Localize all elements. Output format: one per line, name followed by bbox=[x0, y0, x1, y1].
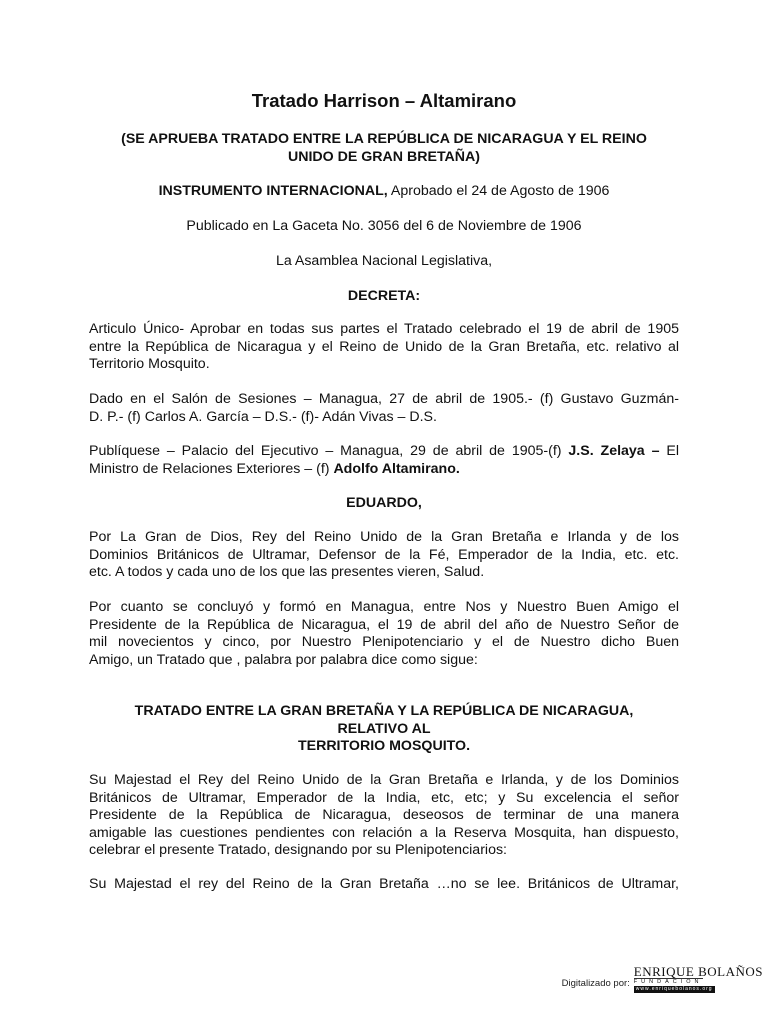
paragraph-line: etc. A todos y cada uno de los que las presentes vieren, Salud. bbox=[89, 564, 485, 580]
paragraph-line: Articulo Único- Aprobar en todas sus partes el Tratado celebrado el 19 de abril de 1905 bbox=[89, 321, 679, 337]
paragraph-line: Por cuanto se concluyó y formó en Managua, entre Nos y Nuestro Buen Amigo el bbox=[89, 599, 679, 615]
paragraph-line: amigable las cuestiones pendientes con relación a la Reserva Mosquita, han dispuesto, bbox=[89, 824, 679, 841]
paragraph-line: mil novecientos y cinco, por Nuestro Plenipotenciario y el de Nuestro dicho Buen bbox=[89, 634, 679, 650]
tratado-heading-line: TERRITORIO MOSQUITO. bbox=[297, 738, 471, 754]
paragraph-line: Su Majestad el Rey del Reino Unido de la Gran Bretaña e Irlanda, y de los Dominios bbox=[89, 772, 679, 788]
tratado-heading bbox=[89, 703, 679, 756]
paragraph-line: D. P.- (f) Carlos A. García – D.S.- (f)- Adán Vivas – D.S. bbox=[89, 408, 437, 425]
publiquese-text: Publíquese – Palacio del Ejecutivo – Managua, 29 de abril de 1905-(f) bbox=[89, 443, 569, 459]
paragraph-line bbox=[89, 461, 679, 479]
paragraph-line: Dado en el Salón de Sesiones – Managua, 27 de abril de 1905.- (f) Gustavo Guzmán- bbox=[89, 391, 679, 407]
paragraph-line: Dominios Británicos de Ultramar, Defensor de la Fé, Emperador de la India, etc. etc. bbox=[89, 546, 679, 563]
logo-url: www.enriquebolanos.org bbox=[635, 986, 713, 992]
por-la-gran-paragraph bbox=[89, 529, 679, 582]
por-cuanto-paragraph bbox=[89, 599, 679, 669]
document-subtitle bbox=[89, 131, 679, 166]
paragraph-line: celebrar el presente Tratado, designando por su Plenipotenciarios: bbox=[89, 842, 508, 858]
instrumento-line bbox=[89, 183, 679, 201]
paragraph-line: Presidente de la República de Nicaragua, el 19 de abril del año de Nuestro Señor de bbox=[89, 616, 679, 633]
dado-paragraph bbox=[89, 391, 679, 426]
publiquese-paragraph bbox=[89, 443, 679, 478]
paragraph-line: Por La Gran de Dios, Rey del Reino Unido de la Gran Bretaña e Irlanda y de los bbox=[89, 529, 679, 545]
paragraph-line: Británicos de Ultramar, Emperador de la India, etc, etc; y Su excelencia el señor bbox=[89, 789, 679, 806]
instrumento-date: Aprobado el 24 de Agosto de 1906 bbox=[387, 183, 610, 199]
publiquese-end: El bbox=[659, 443, 679, 459]
paragraph-line: Su Majestad el rey del Reino de la Gran Bretaña …no se lee. Británicos de Ultramar, bbox=[89, 876, 679, 892]
document-title: Tratado Harrison – Altamirano bbox=[251, 90, 517, 111]
decreta-heading: DECRETA: bbox=[347, 288, 421, 304]
footer-digitalizado bbox=[562, 964, 763, 994]
subtitle-line: (SE APRUEBA TRATADO ENTRE LA REPÚBLICA DE NICARAGUA Y EL REINO bbox=[121, 131, 647, 147]
su-majestad-paragraph bbox=[89, 772, 679, 860]
zelaya-signature: J.S. Zelaya – bbox=[568, 443, 660, 459]
su-majestad-2-paragraph bbox=[89, 876, 679, 894]
paragraph-line bbox=[89, 443, 679, 461]
asamblea-line: La Asamblea Nacional Legislativa, bbox=[275, 253, 493, 269]
digitalizado-label: Digitalizado por: bbox=[561, 977, 630, 989]
logo-fundacion: FUNDACION bbox=[633, 979, 703, 985]
tratado-heading-line: TRATADO ENTRE LA GRAN BRETAÑA Y LA REPÚBLICA DE NICARAGUA, bbox=[134, 703, 634, 719]
paragraph-line: entre la República de Nicaragua y el Reino de Unido de la Gran Bretaña, etc. relativo al bbox=[89, 338, 679, 355]
tratado-heading-line: RELATIVO AL bbox=[337, 720, 431, 737]
publicado-line: Publicado en La Gaceta No. 3056 del 6 de Noviembre de 1906 bbox=[186, 218, 582, 234]
altamirano-signature: Adolfo Altamirano. bbox=[333, 460, 460, 477]
articulo-paragraph bbox=[89, 321, 679, 374]
logo-name: ENRIQUE BOLAÑOS bbox=[633, 964, 763, 979]
paragraph-line: Presidente de la República de Nicaragua, deseosos de terminar de una manera bbox=[89, 807, 679, 823]
fundacion-logo bbox=[634, 965, 763, 993]
instrumento-label: INSTRUMENTO INTERNACIONAL, bbox=[158, 183, 388, 199]
ministro-text: Ministro de Relaciones Exteriores – (f) bbox=[89, 460, 334, 477]
eduardo-heading: EDUARDO, bbox=[346, 495, 422, 511]
paragraph-line: Territorio Mosquito. bbox=[89, 356, 210, 372]
paragraph-line: Amigo, un Tratado que , palabra por palabra dice como sigue: bbox=[89, 651, 478, 668]
subtitle-line: UNIDO DE GRAN BRETAÑA) bbox=[287, 148, 481, 165]
